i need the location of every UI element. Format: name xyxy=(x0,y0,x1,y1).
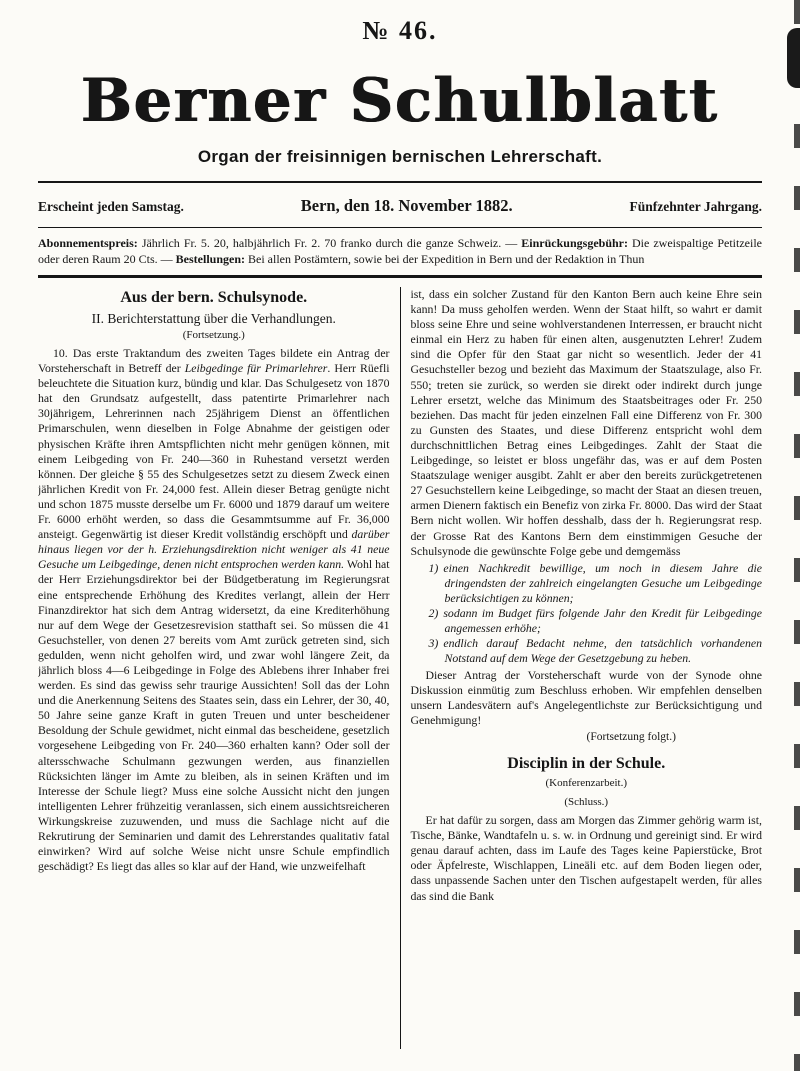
list-item-1-marker: 1) xyxy=(428,560,439,575)
article1-heading: Aus der bern. Schulsynode. xyxy=(120,289,308,306)
article1-closing: Dieser Antrag der Vorsteherschaft wurde von der Synode ohne Diskussion einmütig zum Beschluss erhoben. Wir empfehlen denselben unsern Landesvätern auf's Angelegentlichste zur Berücksichtigung und Genehmigung! xyxy=(410,667,762,727)
article2-subnote-konferenzarbeit: (Konferenzarbeit.) xyxy=(545,777,628,790)
list-item-2-marker: 2) xyxy=(428,605,439,620)
continuation-note: (Fortsetzung folgt.) xyxy=(586,731,676,744)
article1-body-right: ist, dass ein solcher Zustand für den Kanton Bern auch keine Ehre sein kann! Da muss geholfen werden. Wenn der Staat hilft, so wahrt er damit bloss seine Ehre und seine wohlverstandenen Interressen, er braucht nicht einmal ein Herz zu haben für einen alten, ausgenutzten Lehrer! Zudem sind die Opfer für den Staat gar nicht so wesentlich. Jeder der 41 Gesuchsteller bezog und bezieht das Maximum der Staatszulage, also Fr. 550; treten sie zurück, so werden sie direkt oder indirekt durch junge Lehrer ersetzt, welche das Minimum des Staatsbeitrages oder Fr. 250 beziehen. Das macht für jeden einzelnen Fall eine Differenz von Fr. 300 zu Gunsten des Staates, und diese Differenz entspricht wohl dem durchschnittlichen Betrag eines Leibgedinges. Zahlt der Staat die Leibgedinge, so leistet er bloss ungefähr das, was er auf dem Posten Staatszulage weniger ausgibt. Zahlt er aber den bereits zurückgetretenen 27 Gesuchstellern keine Leibgedinge, so macht der Staat an diesen treuen, armen Dienern faktisch ein Benefiz von zirka Fr. 8000. Das wird der Staat Bern nicht wollen. Wir hoffen desshalb, dass der h. Regierungsrat resp. der Grosse Rat des Kantons Bern dem einstimmigen Gesuche der Schulsynode die gewünschte Folge gebe und demgemäss xyxy=(410,287,762,558)
resolution-list xyxy=(411,561,763,666)
divider-rule-middle xyxy=(38,227,762,228)
list-item-2 xyxy=(411,606,763,636)
list-item-3-text: endlich darauf Bedacht nehme, den tatsächlich vorhandenen Notstand auf dem Wege der Gesetzgebung zu heben. xyxy=(443,635,762,665)
article1-body-left: 10. Das erste Traktandum des zweiten Tages bildete ein Antrag der Vorsteherschaft in Betreff der Leibgedinge für Primarlehrer. Herr Rüefli beleuchtete die Situation kurz, bündig und klar. Das Schulgesetz von 1870 hat den Grundsatz aufgestellt, dass patentirte Primarlehrer nach 30jährigem, Lehrerinnen nach 25jährigem Dienst an öffentlichen Primarschulen, wenn dieselben in Folge Abnahme der geistigen oder physischen Kräfte ihren Amtspflichten nicht mehr genügen können, mit einem Leibgeding von Fr. 240—360 in Ruhestand versetzt werden können. Der gleiche § 55 des Schulgesetzes setzt zu diesem Zweck einen jährlichen Kredit von Fr. 24,000 fest. Allein dieser Betrag genügte nicht und schon 1875 musste derselbe um Fr. 6000 und 1879 darauf um weitere Fr. 6000 erhöht werden, so dass die Gesammtsumme auf Fr. 36,000 ansteigt. Gegenwärtig ist dieser Kredit vollständig erschöpft und darüber hinaus liegen vor der h. Erziehungsdirektion nicht weniger als 41 neue Gesuche um Leibgedinge, denen nicht entsprochen werden kann. Wohl hat der Herr Erziehungsdirektor bei der Büdgetberatung im Regierungsrat eine entsprechende Erhöhung des Kredites verlangt, allein der Herr Finanzdirektor hat sich dem Antrag widersetzt, da eine Krediterhöhung nur auf dem Wege der Gesetzesrevision statthaft sei. So müssen die 41 Gesuchsteller, von denen 27 bereits vom Amt zurück getreten sind, sich gedulden, wenn nicht geholfen wird, und zwar wohl längere Zeit, da jährlich bloss 4—6 Leibgedinge in Folge des Ablebens ihrer Inhaber frei werden. Es sind das gewiss sehr traurige Aussichten! Soll das der Lohn und die Anerkennung Seitens des Staates sein, dass ein Lehrer, der 30, 40, 50 Jahre seine ganze Kraft in guten Treuen und unter bescheidener Besoldung der Schule gewidmet, nicht einmal das bescheidene, gesetzlich vorgesehene Leibgeding von Fr. 240—360 erhalten kann? Oder soll der altersschwache Schulmann gezwungen werden, aus finanziellen Rücksichten länger im Amte zu bleiben, als in seinen Kräften und im Interesse der Schule liegt? Muss eine solche Aussicht nicht den jungen intelligenten Lehrer frühzeitig veranlassen, sich einem aussichtsreicheren Wirkungskreise zuzuwenden, und muss die Sachlage nicht auf die Rekrutirung der Seminarien und damit des Lehrerstandes qualitativ fatal einwirken? Wird auf solche Weise nicht unsre Schule empfindlich geschädigt? Es liegt das alles so klar auf der Hand, wie unzweifelhaft xyxy=(38,346,390,874)
issue-number: № 46. xyxy=(362,16,438,45)
masthead-subtitle: Organ der freisinnigen bernischen Lehrerschaft. xyxy=(197,147,603,166)
divider-rule-thick xyxy=(38,275,762,278)
list-item-2-text: sodann im Budget fürs folgende Jahr den Kredit für Leibgedinge angemessen erhöhe; xyxy=(443,605,762,635)
article2-body: Er hat dafür zu sorgen, dass am Morgen das Zimmer gehörig warm ist, Tische, Bänke, Wandtafeln u. s. w. in Ordnung und gereinigt sind. Er wird genau darauf achten, dass im Laufe des Tages keine Papierstücke, Brot oder Äpfelreste, Wischlappen, Lineäli etc. auf dem Boden liegen oder, dass unpassende Sachen unter den Tischen aufgestapelt werden, für alles das sind die Bank xyxy=(410,813,762,903)
article1-subheading: II. Berichterstattung über die Verhandlungen. xyxy=(91,311,336,326)
article2-heading: Disciplin in der Schule. xyxy=(507,755,666,773)
masthead-title: Berner Schulblatt xyxy=(81,66,719,136)
list-item-1 xyxy=(411,561,763,606)
list-item-3-marker: 3) xyxy=(428,635,439,650)
scan-artifact-edge xyxy=(794,0,800,1071)
publication-schedule: Erscheint jeden Samstag. xyxy=(38,199,184,214)
list-item-1-text: einen Nachkredit bewillige, um noch in diesem Jahre die dringendsten der zahlreich eingelangten Gesuche um Leibgedinge berücksichtigen zu können; xyxy=(443,560,762,605)
dateline xyxy=(38,196,762,216)
right-column xyxy=(401,287,763,1049)
list-item-3 xyxy=(411,636,763,666)
left-column xyxy=(38,287,400,1049)
issue-date: Bern, den 18. November 1882. xyxy=(300,196,513,215)
volume-label: Fünfzehnter Jahrgang. xyxy=(629,199,762,214)
subscription-info: Abonnementspreis: Jährlich Fr. 5. 20, halbjährlich Fr. 2. 70 franko durch die ganze Schweiz. — Einrückungsgebühr: Die zweispaltige Petitzeile oder deren Raum 20 Cts. — Bestellungen: Bei allen Postämtern, sowie bei der Expedition in Bern und der Redaktion in Thun xyxy=(38,236,763,266)
scan-artifact-corner xyxy=(787,28,800,88)
article1-continued-note: (Fortsetzung.) xyxy=(182,329,245,341)
article-columns xyxy=(38,287,762,1049)
divider-rule-top xyxy=(38,181,762,183)
article2-subnote-schluss: (Schluss.) xyxy=(564,796,609,809)
